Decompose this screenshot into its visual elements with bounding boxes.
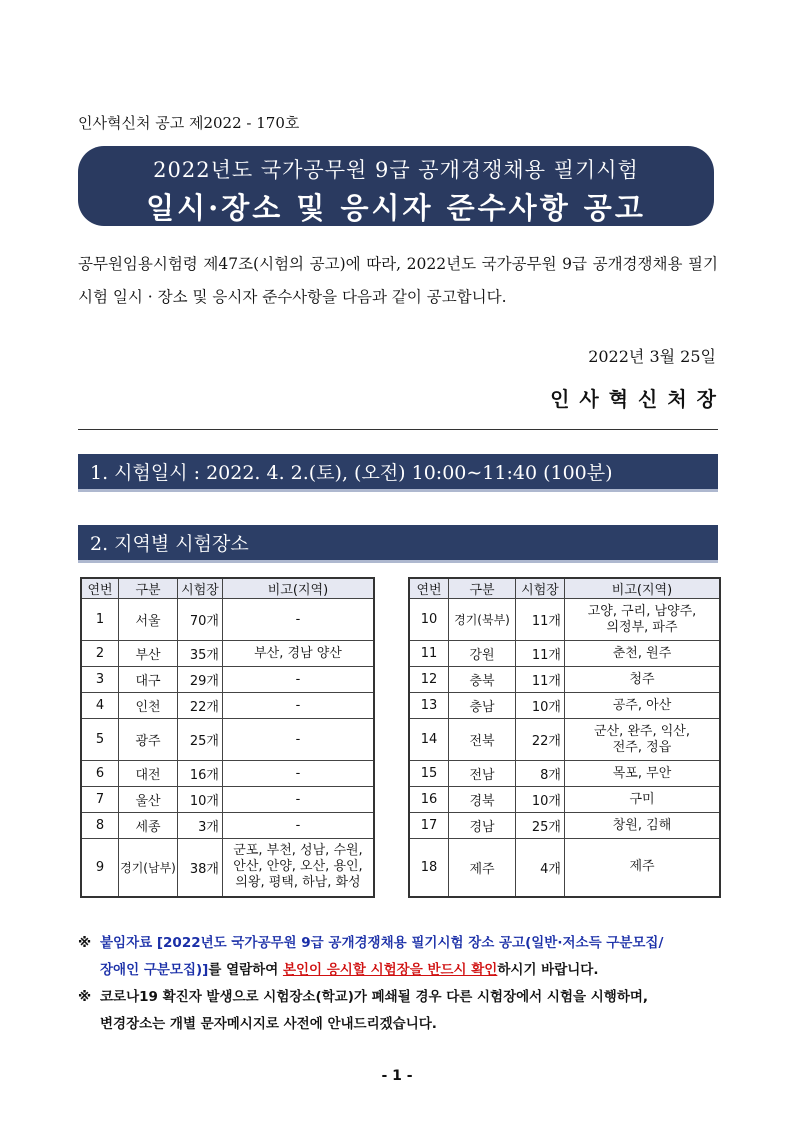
note-2 — [78, 984, 728, 1011]
row-no: 11 — [409, 641, 449, 667]
row-count: 3개 — [178, 813, 223, 839]
row-region: 강원 — [449, 641, 516, 667]
note-1-emphasis: 본인이 응시할 시험장을 반드시 확인 — [282, 962, 498, 978]
note-mark: ※ — [78, 989, 92, 1005]
row-note: - — [223, 693, 375, 719]
row-count: 10개 — [516, 693, 565, 719]
row-region: 경남 — [449, 813, 516, 839]
notes-block — [78, 930, 728, 1038]
row-region: 인천 — [119, 693, 178, 719]
row-region: 전남 — [449, 761, 516, 787]
table-row — [409, 719, 720, 761]
row-no: 14 — [409, 719, 449, 761]
row-region: 광주 — [119, 719, 178, 761]
table-row — [409, 599, 720, 641]
table-row — [409, 641, 720, 667]
row-note: - — [223, 761, 375, 787]
row-count: 25개 — [178, 719, 223, 761]
row-note: 고양, 구리, 남양주, 의정부, 파주 — [565, 599, 721, 641]
row-count: 16개 — [178, 761, 223, 787]
row-note: - — [223, 667, 375, 693]
intro-paragraph: 공무원임용시험령 제47조(시험의 공고)에 따라, 2022년도 국가공무원 9급 공개경쟁채용 필기시험 일시 · 장소 및 응시자 준수사항을 다음과 같이 공고합니다. — [78, 255, 718, 306]
col-header-count: 시험장 — [516, 578, 565, 599]
row-no: 4 — [81, 693, 119, 719]
note-2-text: 코로나19 확진자 발생으로 시험장소(학교)가 폐쇄될 경우 다른 시험장에서 시험을 시행하며, — [100, 989, 649, 1005]
row-region: 대전 — [119, 761, 178, 787]
row-note: 제주 — [565, 839, 721, 897]
note-1-attachment-cont: 장애인 구분모집)] — [100, 962, 209, 978]
row-no: 9 — [81, 839, 119, 897]
table-row — [81, 719, 374, 761]
row-no: 6 — [81, 761, 119, 787]
table-row — [409, 787, 720, 813]
row-no: 1 — [81, 599, 119, 641]
row-note: 청주 — [565, 667, 721, 693]
row-count: 22개 — [516, 719, 565, 761]
row-region: 세종 — [119, 813, 178, 839]
table-row — [409, 839, 720, 897]
title-line-2: 일시·장소 및 응시자 준수사항 공고 — [146, 191, 646, 225]
page-number: - 1 - — [381, 1068, 413, 1084]
row-note: - — [223, 787, 375, 813]
row-note: 구미 — [565, 787, 721, 813]
col-header-no: 연번 — [409, 578, 449, 599]
table-row — [409, 667, 720, 693]
row-no: 7 — [81, 787, 119, 813]
location-table-right — [408, 577, 721, 898]
row-region: 부산 — [119, 641, 178, 667]
notice-number: 인사혁신처 공고 제2022 - 170호 — [78, 114, 300, 132]
row-no: 13 — [409, 693, 449, 719]
table-row — [409, 693, 720, 719]
table-row — [81, 787, 374, 813]
row-no: 8 — [81, 813, 119, 839]
section-exam-datetime: 1. 시험일시 : 2022. 4. 2.(토), (오전) 10:00∼11:40 (100분) — [78, 454, 718, 492]
row-count: 4개 — [516, 839, 565, 897]
notice-date: 2022년 3월 25일 — [588, 347, 716, 366]
note-1-end: 하시기 바랍니다. — [497, 962, 599, 978]
row-note: 부산, 경남 양산 — [223, 641, 375, 667]
row-count: 29개 — [178, 667, 223, 693]
row-region: 울산 — [119, 787, 178, 813]
row-no: 2 — [81, 641, 119, 667]
row-region: 대구 — [119, 667, 178, 693]
row-region: 서울 — [119, 599, 178, 641]
row-no: 5 — [81, 719, 119, 761]
row-count: 38개 — [178, 839, 223, 897]
issuer-name: 인사혁신처장 — [550, 387, 726, 411]
location-table-left — [80, 577, 375, 898]
table-row — [81, 813, 374, 839]
row-no: 18 — [409, 839, 449, 897]
row-count: 11개 — [516, 641, 565, 667]
row-count: 70개 — [178, 599, 223, 641]
col-header-count: 시험장 — [178, 578, 223, 599]
row-region: 전북 — [449, 719, 516, 761]
note-2-cont: 변경장소는 개별 문자메시지로 사전에 안내드리겠습니다. — [100, 1016, 437, 1032]
row-note: 공주, 아산 — [565, 693, 721, 719]
row-count: 11개 — [516, 667, 565, 693]
row-count: 22개 — [178, 693, 223, 719]
row-count: 25개 — [516, 813, 565, 839]
row-no: 15 — [409, 761, 449, 787]
row-no: 10 — [409, 599, 449, 641]
row-count: 11개 — [516, 599, 565, 641]
row-note: 군산, 완주, 익산, 전주, 정읍 — [565, 719, 721, 761]
row-note: - — [223, 813, 375, 839]
row-no: 3 — [81, 667, 119, 693]
row-count: 10개 — [178, 787, 223, 813]
table-row — [81, 667, 374, 693]
row-region: 충남 — [449, 693, 516, 719]
note-1-attachment: 붙임자료 [2022년도 국가공무원 9급 공개경쟁채용 필기시험 장소 공고(일반·저소득 구분모집/ — [100, 935, 664, 951]
table-row — [409, 813, 720, 839]
note-1-mid: 를 열람하여 — [208, 962, 283, 978]
row-note: - — [223, 719, 375, 761]
table-row — [81, 693, 374, 719]
col-header-note: 비고(지역) — [565, 578, 721, 599]
col-header-region: 구분 — [119, 578, 178, 599]
table-row — [81, 839, 374, 897]
col-header-no: 연번 — [81, 578, 119, 599]
row-note: 창원, 김해 — [565, 813, 721, 839]
row-note: 군포, 부천, 성남, 수원, 안산, 안양, 오산, 용인, 의왕, 평택, 하남, 화성 — [223, 839, 375, 897]
note-mark: ※ — [78, 935, 92, 951]
row-region: 경기(남부) — [119, 839, 178, 897]
row-no: 12 — [409, 667, 449, 693]
row-region: 경북 — [449, 787, 516, 813]
table-row — [409, 761, 720, 787]
row-note: - — [223, 599, 375, 641]
table-row — [81, 641, 374, 667]
row-no: 17 — [409, 813, 449, 839]
divider — [78, 429, 718, 430]
row-region: 충북 — [449, 667, 516, 693]
col-header-region: 구분 — [449, 578, 516, 599]
row-no: 16 — [409, 787, 449, 813]
row-note: 춘천, 원주 — [565, 641, 721, 667]
section-exam-locations: 2. 지역별 시험장소 — [78, 525, 718, 563]
title-line-1: 2022년도 국가공무원 9급 공개경쟁채용 필기시험 — [153, 158, 639, 182]
row-note: 목포, 무안 — [565, 761, 721, 787]
title-banner — [78, 146, 714, 226]
row-count: 8개 — [516, 761, 565, 787]
table-row — [81, 599, 374, 641]
row-region: 제주 — [449, 839, 516, 897]
col-header-note: 비고(지역) — [223, 578, 375, 599]
row-count: 35개 — [178, 641, 223, 667]
table-row — [81, 761, 374, 787]
row-region: 경기(북부) — [449, 599, 516, 641]
note-1-cont — [78, 957, 728, 984]
note-1 — [78, 930, 728, 957]
row-count: 10개 — [516, 787, 565, 813]
